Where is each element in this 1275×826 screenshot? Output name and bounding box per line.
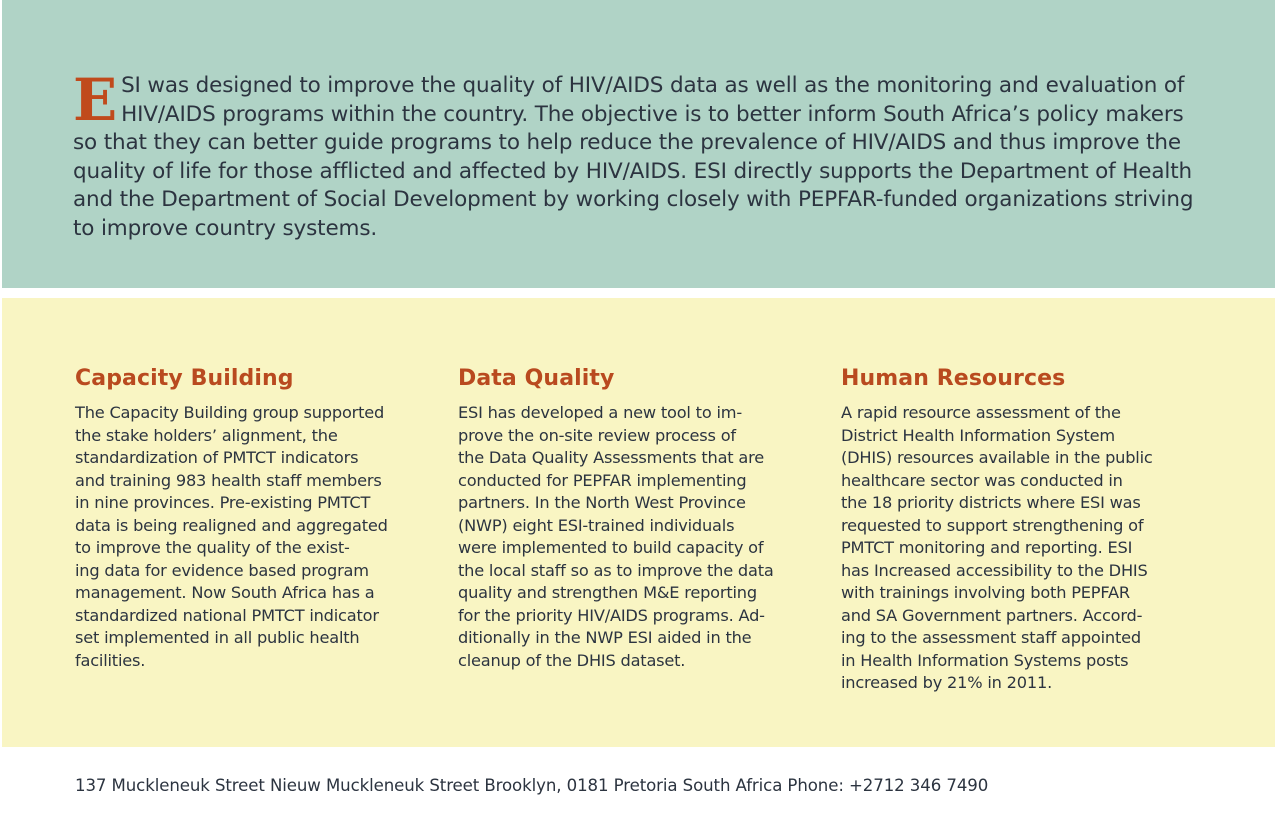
column-data-quality xyxy=(458,365,803,672)
footer-address: 137 Muckleneuk Street Nieuw Muckleneuk Street Brooklyn, 0181 Pretoria South Africa Phone: +2712 346 7490 xyxy=(75,776,989,795)
drop-cap: E xyxy=(73,66,118,134)
column-body: ESI has developed a new tool to im- prove the on-site review process of the Data Quality Assessments that are conducted for PEPFAR implementing partners. In the North West Province (NWP) eight ESI-trained individuals were implemented to build capacity of the local staff so as to improve the data quality and strengthen M&E reporting for the priority HIV/AIDS programs. Ad- ditionally in the NWP ESI aided in the cleanup of the DHIS dataset. xyxy=(458,403,774,670)
column-body: A rapid resource assessment of the District Health Information System (DHIS) resources available in the public healthcare sector was conducted in the 18 priority districts where ESI was requested to support strengthening of PMTCT monitoring and reporting. ESI has Increased accessibility to the DHIS with trainings involving both PEPFAR and SA Government partners. Accord- ing to the assessment staff appointed in Health Information Systems posts increased by 21% in 2011. xyxy=(841,403,1153,692)
column-heading: Data Quality xyxy=(458,366,615,391)
column-human-resources xyxy=(841,365,1186,695)
column-heading: Capacity Building xyxy=(75,366,294,391)
intro-paragraph xyxy=(73,66,1203,244)
column-heading: Human Resources xyxy=(841,366,1066,391)
intro-text: SI was designed to improve the quality of HIV/AIDS data as well as the monitoring and evaluation of HIV/AIDS programs within the country. The objective is to better inform South Africa’s policy makers so that they can better guide programs to help reduce the prevalence of HIV/AIDS and thus improve the quality of life for those afflicted and affected by HIV/AIDS. ESI directly supports the Department of Health and the Department of Social Development by working closely with PEPFAR-funded organizations striving to improve country systems. xyxy=(73,73,1194,241)
column-body: The Capacity Building group supported the stake holders’ alignment, the standardization of PMTCT indicators and training 983 health staff members in nine provinces. Pre-existing PMTCT data is being realigned and aggregated to improve the quality of the exist- ing data for evidence based program management. Now South Africa has a standardized national PMTCT indicator set implemented in all public health facilities. xyxy=(75,403,388,670)
column-capacity-building xyxy=(75,365,415,672)
